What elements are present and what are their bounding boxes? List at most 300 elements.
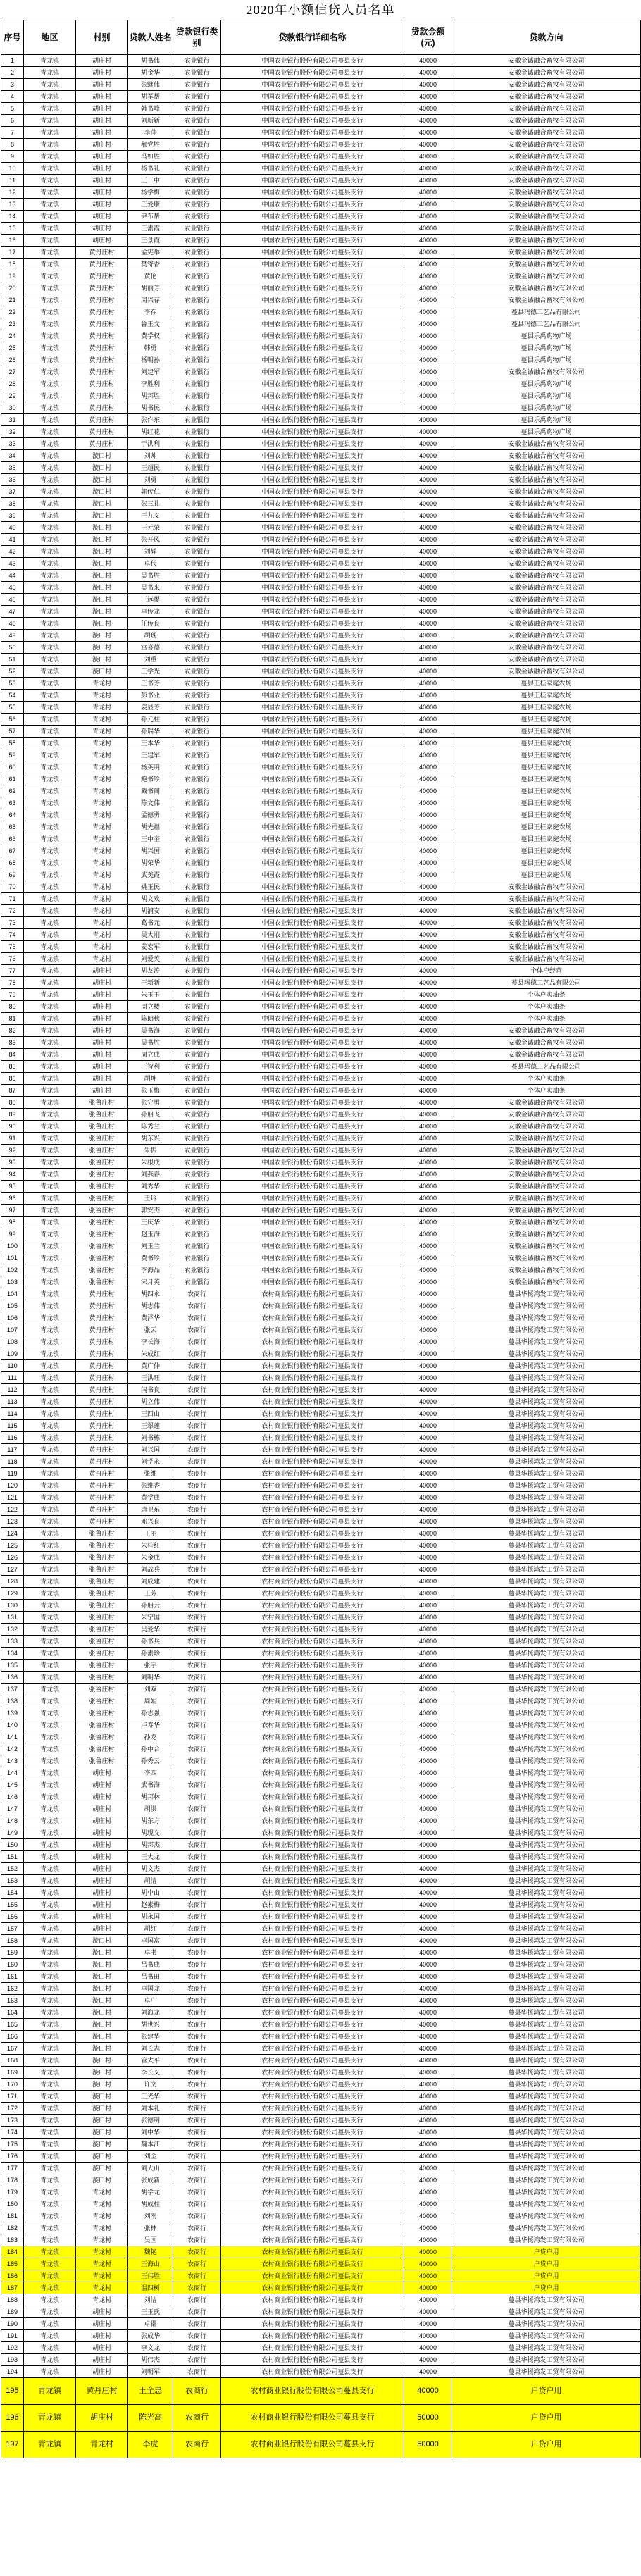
cell-amount: 40000	[404, 1073, 452, 1085]
cell-village: 青龙村	[76, 690, 128, 702]
cell-bank-type: 农业银行	[173, 654, 221, 666]
cell-purpose: 蔓县华扬鸿发工贸有限公司	[452, 1336, 641, 1348]
cell-purpose: 蔓县华扬鸿发工贸有限公司	[452, 2186, 641, 2198]
cell-area: 青龙镇	[24, 2091, 76, 2103]
cell-bank-type: 农业银行	[173, 714, 221, 726]
cell-bank-branch: 中国农业银行股份有限公司蔓县支行	[221, 714, 404, 726]
cell-borrower: 刘洁	[128, 2294, 173, 2306]
cell-bank-branch: 中国农业银行股份有限公司蔓县支行	[221, 199, 404, 211]
table-row	[1, 1779, 641, 1791]
cell-amount: 40000	[404, 1779, 452, 1791]
cell-area: 青龙镇	[24, 630, 76, 642]
cell-purpose: 安徽金诚融合畜牧有限公司	[452, 546, 641, 558]
cell-amount: 40000	[404, 390, 452, 402]
cell-bank-branch: 中国农业银行股份有限公司蔓县支行	[221, 1037, 404, 1049]
cell-village: 黄丹庄村	[76, 1396, 128, 1408]
cell-amount: 40000	[404, 1803, 452, 1815]
cell-bank-type: 农商行	[173, 1468, 221, 1480]
cell-bank-branch: 农村商业银行股份有限公司蔓县支行	[221, 1923, 404, 1935]
cell-borrower: 赵玉海	[128, 1228, 173, 1240]
table-row	[1, 402, 641, 414]
cell-area: 青龙镇	[24, 2186, 76, 2198]
cell-bank-type: 农业银行	[173, 642, 221, 654]
cell-borrower: 宫喜德	[128, 642, 173, 654]
cell-bank-type: 农业银行	[173, 522, 221, 534]
cell-index: 13	[1, 199, 24, 211]
cell-bank-branch: 农村商业银行股份有限公司蔓县支行	[221, 1564, 404, 1576]
cell-purpose: 安徽金诚融合畜牧有限公司	[452, 199, 641, 211]
header-borrower: 贷款人姓名	[128, 20, 173, 55]
cell-purpose: 蔓县乐禹购物广场	[452, 330, 641, 342]
cell-borrower: 邓兴良	[128, 1516, 173, 1528]
cell-amount: 40000	[404, 773, 452, 785]
cell-area: 青龙镇	[24, 1672, 76, 1684]
cell-village: 黄丹庄村	[76, 1468, 128, 1480]
cell-index: 30	[1, 402, 24, 414]
table-row	[1, 2103, 641, 2115]
cell-bank-branch: 中国农业银行股份有限公司蔓县支行	[221, 330, 404, 342]
cell-borrower: 刘辉	[128, 546, 173, 558]
cell-area: 青龙镇	[24, 1109, 76, 1121]
cell-area: 青龙镇	[24, 1468, 76, 1480]
cell-index: 91	[1, 1133, 24, 1145]
cell-borrower: 刘帅	[128, 450, 173, 462]
cell-amount: 40000	[404, 1504, 452, 1516]
cell-area: 青龙镇	[24, 1324, 76, 1336]
cell-purpose: 蔓县华扬鸿发工贸有限公司	[452, 1695, 641, 1707]
cell-area: 青龙镇	[24, 235, 76, 247]
cell-index: 44	[1, 570, 24, 582]
cell-area: 青龙镇	[24, 1827, 76, 1839]
cell-village: 漩口村	[76, 642, 128, 654]
cell-index: 61	[1, 773, 24, 785]
cell-bank-branch: 农村商业银行股份有限公司蔓县支行	[221, 1456, 404, 1468]
cell-bank-type: 农商行	[173, 2067, 221, 2079]
cell-index: 178	[1, 2174, 24, 2186]
cell-bank-branch: 农村商业银行股份有限公司蔓县支行	[221, 1516, 404, 1528]
cell-index: 175	[1, 2139, 24, 2151]
cell-amount: 40000	[404, 1695, 452, 1707]
cell-bank-branch: 中国农业银行股份有限公司蔓县支行	[221, 905, 404, 917]
table-row	[1, 1719, 641, 1731]
cell-bank-type: 农业银行	[173, 1133, 221, 1145]
cell-bank-branch: 农村商业银行股份有限公司蔓县支行	[221, 2330, 404, 2342]
cell-bank-branch: 中国农业银行股份有限公司蔓县支行	[221, 79, 404, 91]
cell-bank-type: 农商行	[173, 1444, 221, 1456]
cell-bank-branch: 中国农业银行股份有限公司蔓县支行	[221, 342, 404, 354]
cell-borrower: 周娟	[128, 1695, 173, 1707]
cell-amount: 40000	[404, 366, 452, 378]
cell-bank-branch: 农村商业银行股份有限公司蔓县支行	[221, 2354, 404, 2366]
cell-area: 青龙镇	[24, 714, 76, 726]
cell-borrower: 孙中合	[128, 1743, 173, 1755]
cell-bank-type: 农商行	[173, 2151, 221, 2163]
cell-bank-type: 农商行	[173, 1552, 221, 1564]
table-row	[1, 1516, 641, 1528]
table-row	[1, 1324, 641, 1336]
cell-index: 57	[1, 726, 24, 738]
cell-amount: 40000	[404, 1863, 452, 1875]
cell-village: 漩口村	[76, 1947, 128, 1959]
cell-bank-type: 农业银行	[173, 1037, 221, 1049]
cell-bank-branch: 农村商业银行股份有限公司蔓县支行	[221, 2210, 404, 2222]
cell-purpose: 安徽金诚融合畜牧有限公司	[452, 1025, 641, 1037]
cell-bank-type: 农业银行	[173, 55, 221, 67]
cell-village: 漩口村	[76, 558, 128, 570]
cell-purpose: 个体户卖油条	[452, 1001, 641, 1013]
cell-village: 青龙村	[76, 821, 128, 833]
cell-village: 漩口村	[76, 1983, 128, 1995]
cell-bank-branch: 中国农业银行股份有限公司蔓县支行	[221, 450, 404, 462]
cell-area: 青龙镇	[24, 1743, 76, 1755]
cell-village: 黄丹庄村	[76, 426, 128, 438]
table-row	[1, 1731, 641, 1743]
cell-village: 胡庄村	[76, 1875, 128, 1887]
cell-amount: 40000	[404, 1935, 452, 1947]
table-row	[1, 2019, 641, 2031]
table-row	[1, 510, 641, 522]
cell-borrower: 刘秀华	[128, 1181, 173, 1193]
cell-index: 172	[1, 2103, 24, 2115]
cell-purpose: 安徽金诚融合畜牧有限公司	[452, 1121, 641, 1133]
cell-amount: 40000	[404, 1396, 452, 1408]
cell-village: 青龙村	[76, 2282, 128, 2294]
cell-borrower: 卢寿华	[128, 1719, 173, 1731]
cell-purpose: 安徽金诚融合畜牧有限公司	[452, 905, 641, 917]
table-row	[1, 366, 641, 378]
cell-bank-type: 农商行	[173, 2031, 221, 2043]
cell-area: 青龙镇	[24, 2007, 76, 2019]
cell-bank-type: 农商行	[173, 1791, 221, 1803]
cell-index: 134	[1, 1648, 24, 1660]
cell-purpose: 安徽金诚融合畜牧有限公司	[452, 1133, 641, 1145]
cell-bank-branch: 中国农业银行股份有限公司蔓县支行	[221, 1240, 404, 1252]
cell-village: 张鲁庄村	[76, 1636, 128, 1648]
table-row	[1, 953, 641, 965]
table-row	[1, 1097, 641, 1109]
cell-purpose: 安徽金诚融合畜牧有限公司	[452, 522, 641, 534]
cell-index: 5	[1, 103, 24, 115]
cell-bank-type: 农商行	[173, 1899, 221, 1911]
header-bank-branch: 贷款银行详细名称	[221, 20, 404, 55]
cell-index: 86	[1, 1073, 24, 1085]
cell-amount: 40000	[404, 378, 452, 390]
cell-purpose: 蔓县华扬鸿发工贸有限公司	[452, 1983, 641, 1995]
cell-village: 张鲁庄村	[76, 1193, 128, 1205]
cell-purpose: 蔓县华扬鸿发工贸有限公司	[452, 1612, 641, 1624]
cell-bank-branch: 农村商业银行股份有限公司蔓县支行	[221, 2103, 404, 2115]
cell-amount: 40000	[404, 809, 452, 821]
cell-index: 155	[1, 1899, 24, 1911]
cell-purpose: 安徽金诚融合畜牧有限公司	[452, 259, 641, 270]
cell-bank-type: 农业银行	[173, 115, 221, 127]
cell-index: 171	[1, 2091, 24, 2103]
cell-borrower: 刘建军	[128, 366, 173, 378]
cell-amount: 40000	[404, 1899, 452, 1911]
cell-village: 漩口村	[76, 594, 128, 606]
cell-bank-type: 农业银行	[173, 618, 221, 630]
cell-bank-type: 农业银行	[173, 354, 221, 366]
table-row	[1, 2163, 641, 2174]
table-row	[1, 55, 641, 67]
cell-village: 张鲁庄村	[76, 1564, 128, 1576]
cell-village: 黄丹庄村	[76, 1432, 128, 1444]
table-row	[1, 187, 641, 199]
cell-bank-type: 农商行	[173, 1288, 221, 1300]
cell-area: 青龙镇	[24, 881, 76, 893]
cell-borrower: 黄学权	[128, 330, 173, 342]
cell-village: 青龙村	[76, 2294, 128, 2306]
cell-village: 胡庄村	[76, 2306, 128, 2318]
cell-village: 黄丹庄村	[76, 378, 128, 390]
cell-purpose: 蔓县王桂家庭农场	[452, 833, 641, 845]
cell-purpose: 蔓县华扬鸿发工贸有限公司	[452, 1288, 641, 1300]
cell-index: 35	[1, 462, 24, 474]
table-row	[1, 1468, 641, 1480]
cell-index: 63	[1, 797, 24, 809]
cell-borrower: 胡学龙	[128, 2186, 173, 2198]
cell-area: 青龙镇	[24, 797, 76, 809]
table-row	[1, 2258, 641, 2270]
cell-purpose: 蔓县华扬鸿发工贸有限公司	[452, 1935, 641, 1947]
cell-area: 青龙镇	[24, 749, 76, 761]
cell-borrower: 戴书阁	[128, 785, 173, 797]
cell-purpose: 安徽金诚融合畜牧有限公司	[452, 929, 641, 941]
cell-index: 142	[1, 1743, 24, 1755]
cell-index: 188	[1, 2294, 24, 2306]
table-row	[1, 965, 641, 977]
cell-area: 青龙镇	[24, 977, 76, 989]
cell-amount: 40000	[404, 1432, 452, 1444]
cell-area: 青龙镇	[24, 738, 76, 749]
cell-index: 66	[1, 833, 24, 845]
cell-bank-type: 农商行	[173, 1540, 221, 1552]
cell-bank-branch: 农村商业银行股份有限公司蔓县支行	[221, 1672, 404, 1684]
table-row	[1, 199, 641, 211]
cell-index: 137	[1, 1684, 24, 1695]
cell-index: 149	[1, 1827, 24, 1839]
cell-borrower: 王中奎	[128, 833, 173, 845]
cell-purpose: 安徽金诚融合畜牧有限公司	[452, 1049, 641, 1061]
table-row	[1, 2127, 641, 2139]
cell-borrower: 王学光	[128, 666, 173, 678]
cell-borrower: 王四山	[128, 1408, 173, 1420]
cell-purpose: 蔓县华扬鸿发工贸有限公司	[452, 2151, 641, 2163]
cell-bank-type: 农业银行	[173, 450, 221, 462]
cell-purpose: 安徽金诚融合畜牧有限公司	[452, 582, 641, 594]
cell-index: 6	[1, 115, 24, 127]
cell-borrower: 胡文杰	[128, 1863, 173, 1875]
cell-index: 122	[1, 1504, 24, 1516]
cell-borrower: 吴大刚	[128, 929, 173, 941]
table-row	[1, 845, 641, 857]
cell-borrower: 黄伦	[128, 270, 173, 282]
table-row	[1, 2151, 641, 2163]
cell-index: 121	[1, 1492, 24, 1504]
table-row	[1, 270, 641, 282]
cell-village: 黄丹庄村	[76, 1516, 128, 1528]
cell-bank-branch: 中国农业银行股份有限公司蔓县支行	[221, 917, 404, 929]
cell-index: 181	[1, 2210, 24, 2222]
cell-index: 17	[1, 247, 24, 259]
cell-bank-type: 农商行	[173, 1648, 221, 1660]
cell-index: 79	[1, 989, 24, 1001]
cell-bank-branch: 农村商业银行股份有限公司蔓县支行	[221, 2234, 404, 2246]
cell-index: 186	[1, 2270, 24, 2282]
cell-area: 青龙镇	[24, 594, 76, 606]
cell-purpose: 个体户卖油条	[452, 989, 641, 1001]
cell-village: 漩口村	[76, 2139, 128, 2151]
cell-area: 青龙镇	[24, 2306, 76, 2318]
cell-borrower: 胡邦林	[128, 1791, 173, 1803]
table-row	[1, 869, 641, 881]
cell-amount: 40000	[404, 833, 452, 845]
cell-index: 197	[1, 2432, 24, 2458]
cell-index: 187	[1, 2282, 24, 2294]
cell-purpose: 蔓县华扬鸿发工贸有限公司	[452, 2019, 641, 2031]
table-row	[1, 714, 641, 726]
cell-borrower: 孙书兵	[128, 1636, 173, 1648]
cell-purpose: 蔓县华扬鸿发工贸有限公司	[452, 2079, 641, 2091]
cell-area: 青龙镇	[24, 2294, 76, 2306]
cell-borrower: 刘爱英	[128, 953, 173, 965]
cell-area: 青龙镇	[24, 2043, 76, 2055]
cell-area: 青龙镇	[24, 2067, 76, 2079]
cell-index: 113	[1, 1396, 24, 1408]
cell-borrower: 李萍	[128, 127, 173, 139]
cell-bank-branch: 中国农业银行股份有限公司蔓县支行	[221, 618, 404, 630]
cell-amount: 40000	[404, 2186, 452, 2198]
table-row	[1, 2222, 641, 2234]
cell-area: 青龙镇	[24, 654, 76, 666]
cell-purpose: 蔓县华扬鸿发工贸有限公司	[452, 1839, 641, 1851]
table-row	[1, 211, 641, 223]
cell-area: 青龙镇	[24, 2210, 76, 2222]
cell-area: 青龙镇	[24, 1384, 76, 1396]
cell-bank-branch: 农村商业银行股份有限公司蔓县支行	[221, 2366, 404, 2378]
cell-village: 青龙村	[76, 2432, 128, 2458]
table-row	[1, 1312, 641, 1324]
cell-purpose: 蔓县王桂家庭农场	[452, 738, 641, 749]
cell-index: 147	[1, 1803, 24, 1815]
cell-amount: 40000	[404, 917, 452, 929]
cell-borrower: 胡中山	[128, 1887, 173, 1899]
cell-purpose: 蔓县华扬鸿发工贸有限公司	[452, 2306, 641, 2318]
cell-index: 87	[1, 1085, 24, 1097]
cell-index: 111	[1, 1372, 24, 1384]
cell-bank-branch: 中国农业银行股份有限公司蔓县支行	[221, 259, 404, 270]
cell-area: 青龙镇	[24, 1815, 76, 1827]
cell-village: 青龙村	[76, 857, 128, 869]
cell-borrower: 任传良	[128, 618, 173, 630]
cell-amount: 40000	[404, 282, 452, 294]
cell-bank-branch: 农村商业银行股份有限公司蔓县支行	[221, 1911, 404, 1923]
cell-borrower: 孙朋云	[128, 1600, 173, 1612]
cell-bank-type: 农商行	[173, 1300, 221, 1312]
cell-bank-branch: 农村商业银行股份有限公司蔓县支行	[221, 1935, 404, 1947]
cell-purpose: 安徽金诚融合畜牧有限公司	[452, 606, 641, 618]
cell-village: 张鲁庄村	[76, 1205, 128, 1217]
cell-borrower: 孙朋飞	[128, 1109, 173, 1121]
cell-bank-type: 农商行	[173, 1815, 221, 1827]
cell-amount: 40000	[404, 1731, 452, 1743]
cell-area: 青龙镇	[24, 1133, 76, 1145]
cell-area: 青龙镇	[24, 282, 76, 294]
cell-amount: 40000	[404, 1516, 452, 1528]
cell-amount: 40000	[404, 1121, 452, 1133]
table-row	[1, 223, 641, 235]
cell-amount: 40000	[404, 1420, 452, 1432]
cell-bank-type: 农商行	[173, 1600, 221, 1612]
cell-village: 黄丹庄村	[76, 366, 128, 378]
cell-amount: 40000	[404, 1672, 452, 1684]
table-row	[1, 1384, 641, 1396]
cell-borrower: 陈朗秋	[128, 1013, 173, 1025]
cell-purpose: 蔓县华扬鸿发工贸有限公司	[452, 2234, 641, 2246]
cell-area: 青龙镇	[24, 1624, 76, 1636]
cell-borrower: 刘战兵	[128, 1564, 173, 1576]
cell-village: 胡庄村	[76, 55, 128, 67]
cell-purpose: 安徽金诚融合畜牧有限公司	[452, 235, 641, 247]
cell-bank-type: 农业银行	[173, 426, 221, 438]
cell-bank-type: 农业银行	[173, 1121, 221, 1133]
cell-borrower: 胡洪	[128, 1803, 173, 1815]
table-row	[1, 1480, 641, 1492]
cell-purpose: 蔓县华扬鸿发工贸有限公司	[452, 1719, 641, 1731]
cell-purpose: 蔓县华扬鸿发工贸有限公司	[452, 2222, 641, 2234]
cell-purpose: 个体户卖油条	[452, 1073, 641, 1085]
cell-amount: 40000	[404, 1324, 452, 1336]
cell-amount: 40000	[404, 1217, 452, 1228]
cell-borrower: 卓代	[128, 558, 173, 570]
table-row	[1, 606, 641, 618]
cell-amount: 40000	[404, 690, 452, 702]
cell-index: 71	[1, 893, 24, 905]
cell-bank-branch: 中国农业银行股份有限公司蔓县支行	[221, 690, 404, 702]
cell-bank-branch: 中国农业银行股份有限公司蔓县支行	[221, 1121, 404, 1133]
cell-index: 161	[1, 1971, 24, 1983]
table-row	[1, 1049, 641, 1061]
cell-area: 青龙镇	[24, 1660, 76, 1672]
cell-area: 青龙镇	[24, 1959, 76, 1971]
cell-bank-branch: 农村商业银行股份有限公司蔓县支行	[221, 2174, 404, 2186]
cell-village: 胡庄村	[76, 151, 128, 163]
cell-area: 青龙镇	[24, 2378, 76, 2405]
cell-index: 77	[1, 965, 24, 977]
cell-bank-type: 农业银行	[173, 702, 221, 714]
cell-area: 青龙镇	[24, 1013, 76, 1025]
cell-amount: 40000	[404, 1528, 452, 1540]
cell-area: 青龙镇	[24, 1444, 76, 1456]
cell-bank-branch: 中国农业银行股份有限公司蔓县支行	[221, 414, 404, 426]
cell-bank-type: 农业银行	[173, 414, 221, 426]
cell-borrower: 胡邦杰	[128, 1839, 173, 1851]
cell-village: 漩口村	[76, 2151, 128, 2163]
cell-area: 青龙镇	[24, 1636, 76, 1648]
cell-purpose: 蔓县王桂家庭农场	[452, 678, 641, 690]
cell-bank-type: 农业银行	[173, 1205, 221, 1217]
cell-bank-branch: 农村商业银行股份有限公司蔓县支行	[221, 1851, 404, 1863]
cell-purpose: 安徽金诚融合畜牧有限公司	[452, 187, 641, 199]
cell-index: 7	[1, 127, 24, 139]
cell-bank-type: 农商行	[173, 2342, 221, 2354]
cell-index: 176	[1, 2151, 24, 2163]
table-row	[1, 582, 641, 594]
cell-area: 青龙镇	[24, 1264, 76, 1276]
cell-borrower: 刘学永	[128, 1456, 173, 1468]
table-row	[1, 342, 641, 354]
cell-borrower: 刘大山	[128, 2163, 173, 2174]
